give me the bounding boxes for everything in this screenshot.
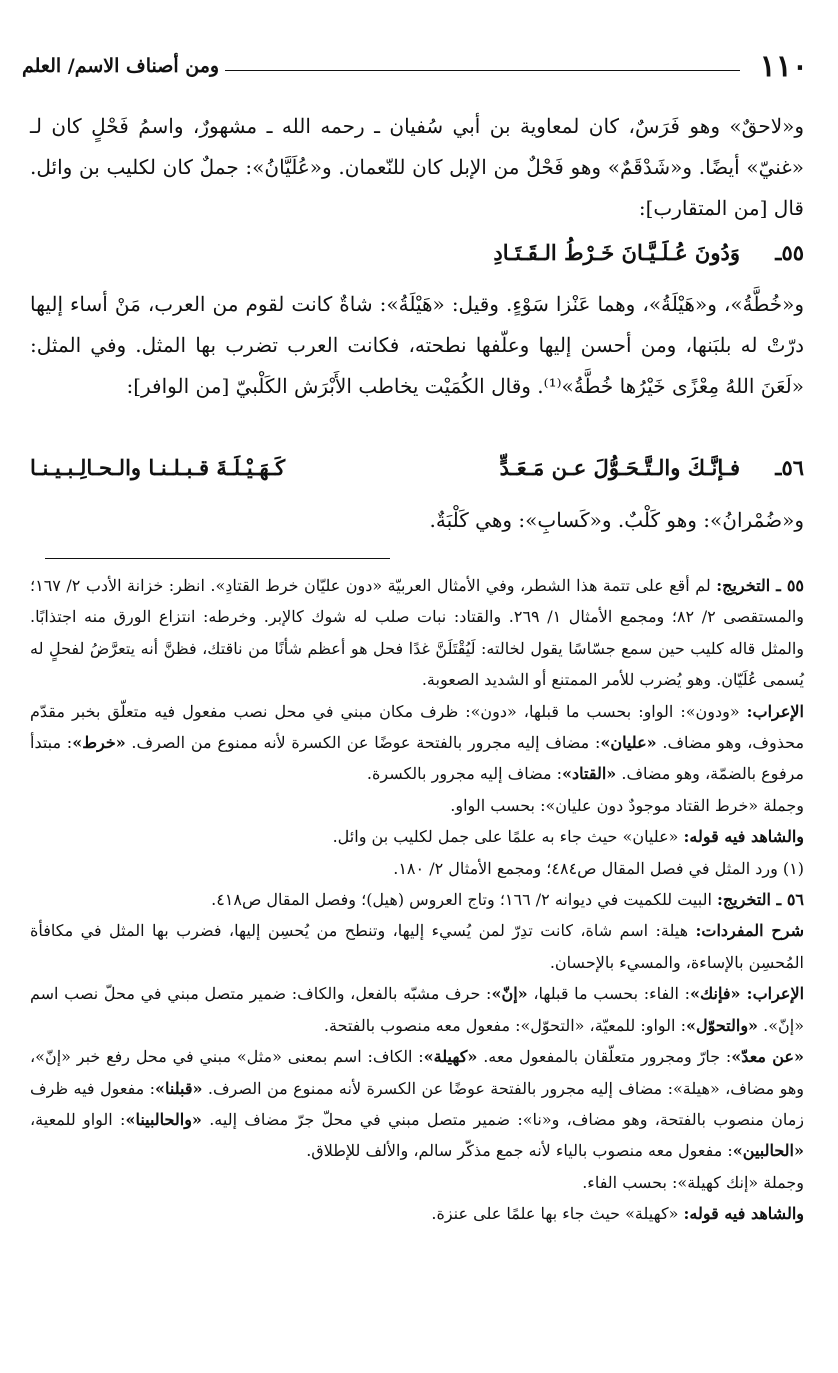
note-keyword: «والتحوّل» bbox=[685, 1015, 759, 1035]
note-keyword: «عليان» bbox=[600, 733, 657, 753]
note-label: ٥٦ ـ التخريج: bbox=[716, 890, 804, 910]
body-paragraph-1: و«لاحقٌ» وهو فَرَسٌ، كان لمعاوية بن أبي سُفيان ـ رحمه الله ـ مشهورٌ، واسمُ فَحْلٍ كان لـ «غنيّ» أيضًا. و«شَدْقَمٌ» وهو فَحْلٌ من الإبل كان للنّعمان. و«عُلَيَّانُ»: جملٌ كان لكليب بن وائل. قال [من المتقارب]: bbox=[30, 114, 804, 220]
page-header bbox=[22, 46, 808, 86]
note-text: لم أقع على تتمة هذا الشطر، وفي الأمثال العربيّة «دون عليّان خرط القتادِ». انظر: خزانة الأدب ٢/ ١٦٧؛ والمستقصى ٢/ ٨٢؛ ومجمع الأمثال ١/ ٢٦٩. والقتاد: نبات صلب له شوك كالإبر. وخرطه: انتزاع الورق منه اجتذابًا. والمثل قاله كليب حين سمع جسّاسًا يقول لخالته: لَيُقْتَلَنَّ غدًا فحل هو أعظم شأنًا من ناقتك، فظنَّ أنه يتعرَّضُ لفحلٍ له يُسمى عُلَيّان. وهو يُضرب للأمر الممتنع أو الشديد الصعوبة. bbox=[30, 576, 804, 690]
note-text: : حرف مشبّه بالفعل، والكاف: ضمير متصل مبني في محلّ نصب اسم «إنّ». bbox=[30, 984, 804, 1035]
note-text: هيلة: اسم شاة، كانت تدِرّ لمن يُسيء إليها، وتنطح من يُحسِن إليها، فضرب بها المثل في مكافأة المُحسِن بالإساءة، والمسيء بالإحسان. bbox=[30, 921, 804, 972]
note-text: «كهيلة» حيث جاء بها علمًا على عنزة. bbox=[431, 1204, 684, 1224]
verse-number: ٥٦ـ bbox=[775, 455, 804, 480]
footnote-separator bbox=[45, 558, 390, 559]
main-text-3 bbox=[30, 500, 804, 541]
note-text: : مضاف إليه مجرور بالفتحة عوضًا عن الكسرة لأنه ممنوع من الصرف. bbox=[125, 733, 601, 753]
note-label: الإعراب: bbox=[746, 984, 805, 1004]
note-56-irab bbox=[30, 978, 804, 1041]
note-keyword: «القتاد» bbox=[562, 764, 617, 784]
verse-56 bbox=[30, 455, 804, 480]
note-keyword: «فإنك» bbox=[690, 984, 747, 1004]
note-label: والشاهد فيه قوله: bbox=[683, 1204, 804, 1224]
note-text: : الفاء: بحسب ما قبلها، bbox=[527, 984, 691, 1004]
note-text: : الواو للمعية، bbox=[30, 1109, 126, 1129]
note-text: : الكاف: اسم بمعنى «مثل» مبني في محل رفع خبر «إنّ»، وهو مضاف، «هيلة»: مضاف إليه مجرور بالفتحة عوضًا عن الكسرة لأنه ممنوع من الصرف. bbox=[30, 1047, 805, 1098]
header-rule bbox=[225, 70, 740, 71]
note-55-jumla: وجملة «خرط القتاد موجودٌ دون عليان»: بحسب الواو. bbox=[450, 795, 804, 815]
footnote-1: (١) ورد المثل في فصل المقال ص٤٨٤؛ ومجمع الأمثال ٢/ ١٨٠. bbox=[393, 858, 804, 878]
note-text: البيت للكميت في ديوانه ٢/ ١٦٦؛ وتاج العروس (هيل)؛ وفصل المقال ص٤١٨. bbox=[211, 890, 717, 910]
note-text: : مضاف إليه مجرور بالكسرة. bbox=[366, 764, 563, 784]
note-56-irab-cont bbox=[30, 1041, 804, 1167]
body-paragraph-2: و«خُطَّةُ»، و«هَيْلَةُ»، وهما عَنْزا سَوْءٍ. وقيل: «هَيْلَةُ»: شاةٌ كانت لقوم من العرب، مَنْ أساء إليها درّتْ له بلبَنها، ومن أحسن إليها وعلّفها نطحته، فكانت العرب تضرب بها المثل. وفي المثل: «لَعَنَ اللهُ مِعْزًى خَيْرُها خُطَّةُ»⁽¹⁾. وقال الكُمَيْت يخاطب الأَبْرَش الكَلْبيّ [من الوافر]: bbox=[30, 292, 804, 398]
note-label: شرح المفردات: bbox=[695, 921, 804, 941]
note-keyword: «قبلنا» bbox=[155, 1078, 203, 1098]
note-text: «ودون»: الواو: بحسب ما قبلها، «دون»: ظرف مكان مبني في محل نصب مفعول فيه متعلّق بخبر مقدّم محذوف، وهو مضاف. bbox=[30, 701, 805, 753]
verse-text: وَدُونَ عُـلَـيَّـانَ خَـرْطُ الـقَـتَـادِ bbox=[493, 240, 740, 265]
body-paragraph-3: و«ضُمْرانُ»: وهو كَلْبٌ. و«كَسابِ»: وهي كَلْبَةٌ. bbox=[429, 508, 804, 532]
note-56-jumla: وجملة «إنك كهيلة»: بحسب الفاء. bbox=[582, 1172, 804, 1192]
note-label: ٥٥ ـ التخريج: bbox=[716, 576, 804, 595]
note-keyword: «إنّ» bbox=[491, 984, 528, 1004]
note-55-takhrij bbox=[30, 570, 804, 696]
note-keyword: «كهيلة» bbox=[423, 1047, 478, 1067]
note-56-shahid bbox=[30, 1198, 804, 1229]
page-number: ١١٠ bbox=[759, 48, 808, 84]
note-label: الإعراب: bbox=[746, 701, 804, 721]
verse-hemistich-1: فـإنَّـكَ والـتَّـحَـوُّلَ عـن مَـعَـدٍّ bbox=[499, 455, 740, 480]
note-text: : مفعول معه منصوب بالياء لأنه جمع مذكّر سالم، والألف للإطلاق. bbox=[306, 1141, 733, 1161]
note-keyword: «عن معدّ» bbox=[731, 1047, 805, 1067]
note-text: : مفعول فيه ظرف زمان منصوب بالفتحة، وهو مضاف، و«نا»: ضمير متصل مبني في محلّ جرّ مضاف إليه. bbox=[30, 1078, 805, 1129]
verse-number: ٥٥ـ bbox=[775, 240, 804, 265]
running-title: ومن أصناف الاسم/ العلم bbox=[22, 55, 220, 77]
note-keyword: «والحالبينا» bbox=[125, 1109, 202, 1129]
note-keyword: «خرط» bbox=[72, 733, 126, 753]
verse-hemistich-2: كَـهَـيْـلَـةَ قـبـلـنـا والـحـالِـبـيـنـا bbox=[30, 455, 286, 480]
note-text: : جارّ ومجرور متعلّقان بالمفعول معه. bbox=[477, 1047, 732, 1067]
main-text bbox=[30, 106, 804, 229]
note-text: «عليان» حيث جاء به علمًا على جمل لكليب بن وائل. bbox=[332, 827, 684, 847]
note-56-takhrij bbox=[30, 884, 804, 915]
verse-55 bbox=[30, 240, 804, 265]
note-text: : الواو: للمعيّة، «التحوّل»: مفعول معه منصوب بالفتحة. bbox=[323, 1015, 686, 1035]
note-55-irab bbox=[30, 696, 804, 790]
note-56-sharh bbox=[30, 915, 804, 978]
main-text-2 bbox=[30, 284, 804, 407]
note-55-shahid bbox=[30, 821, 804, 852]
footnotes bbox=[30, 570, 804, 1230]
note-text: : مبتدأ مرفوع بالضمّة، وهو مضاف. bbox=[30, 733, 804, 784]
note-keyword: «الحالبين» bbox=[732, 1141, 804, 1161]
note-label: والشاهد فيه قوله: bbox=[683, 827, 804, 847]
